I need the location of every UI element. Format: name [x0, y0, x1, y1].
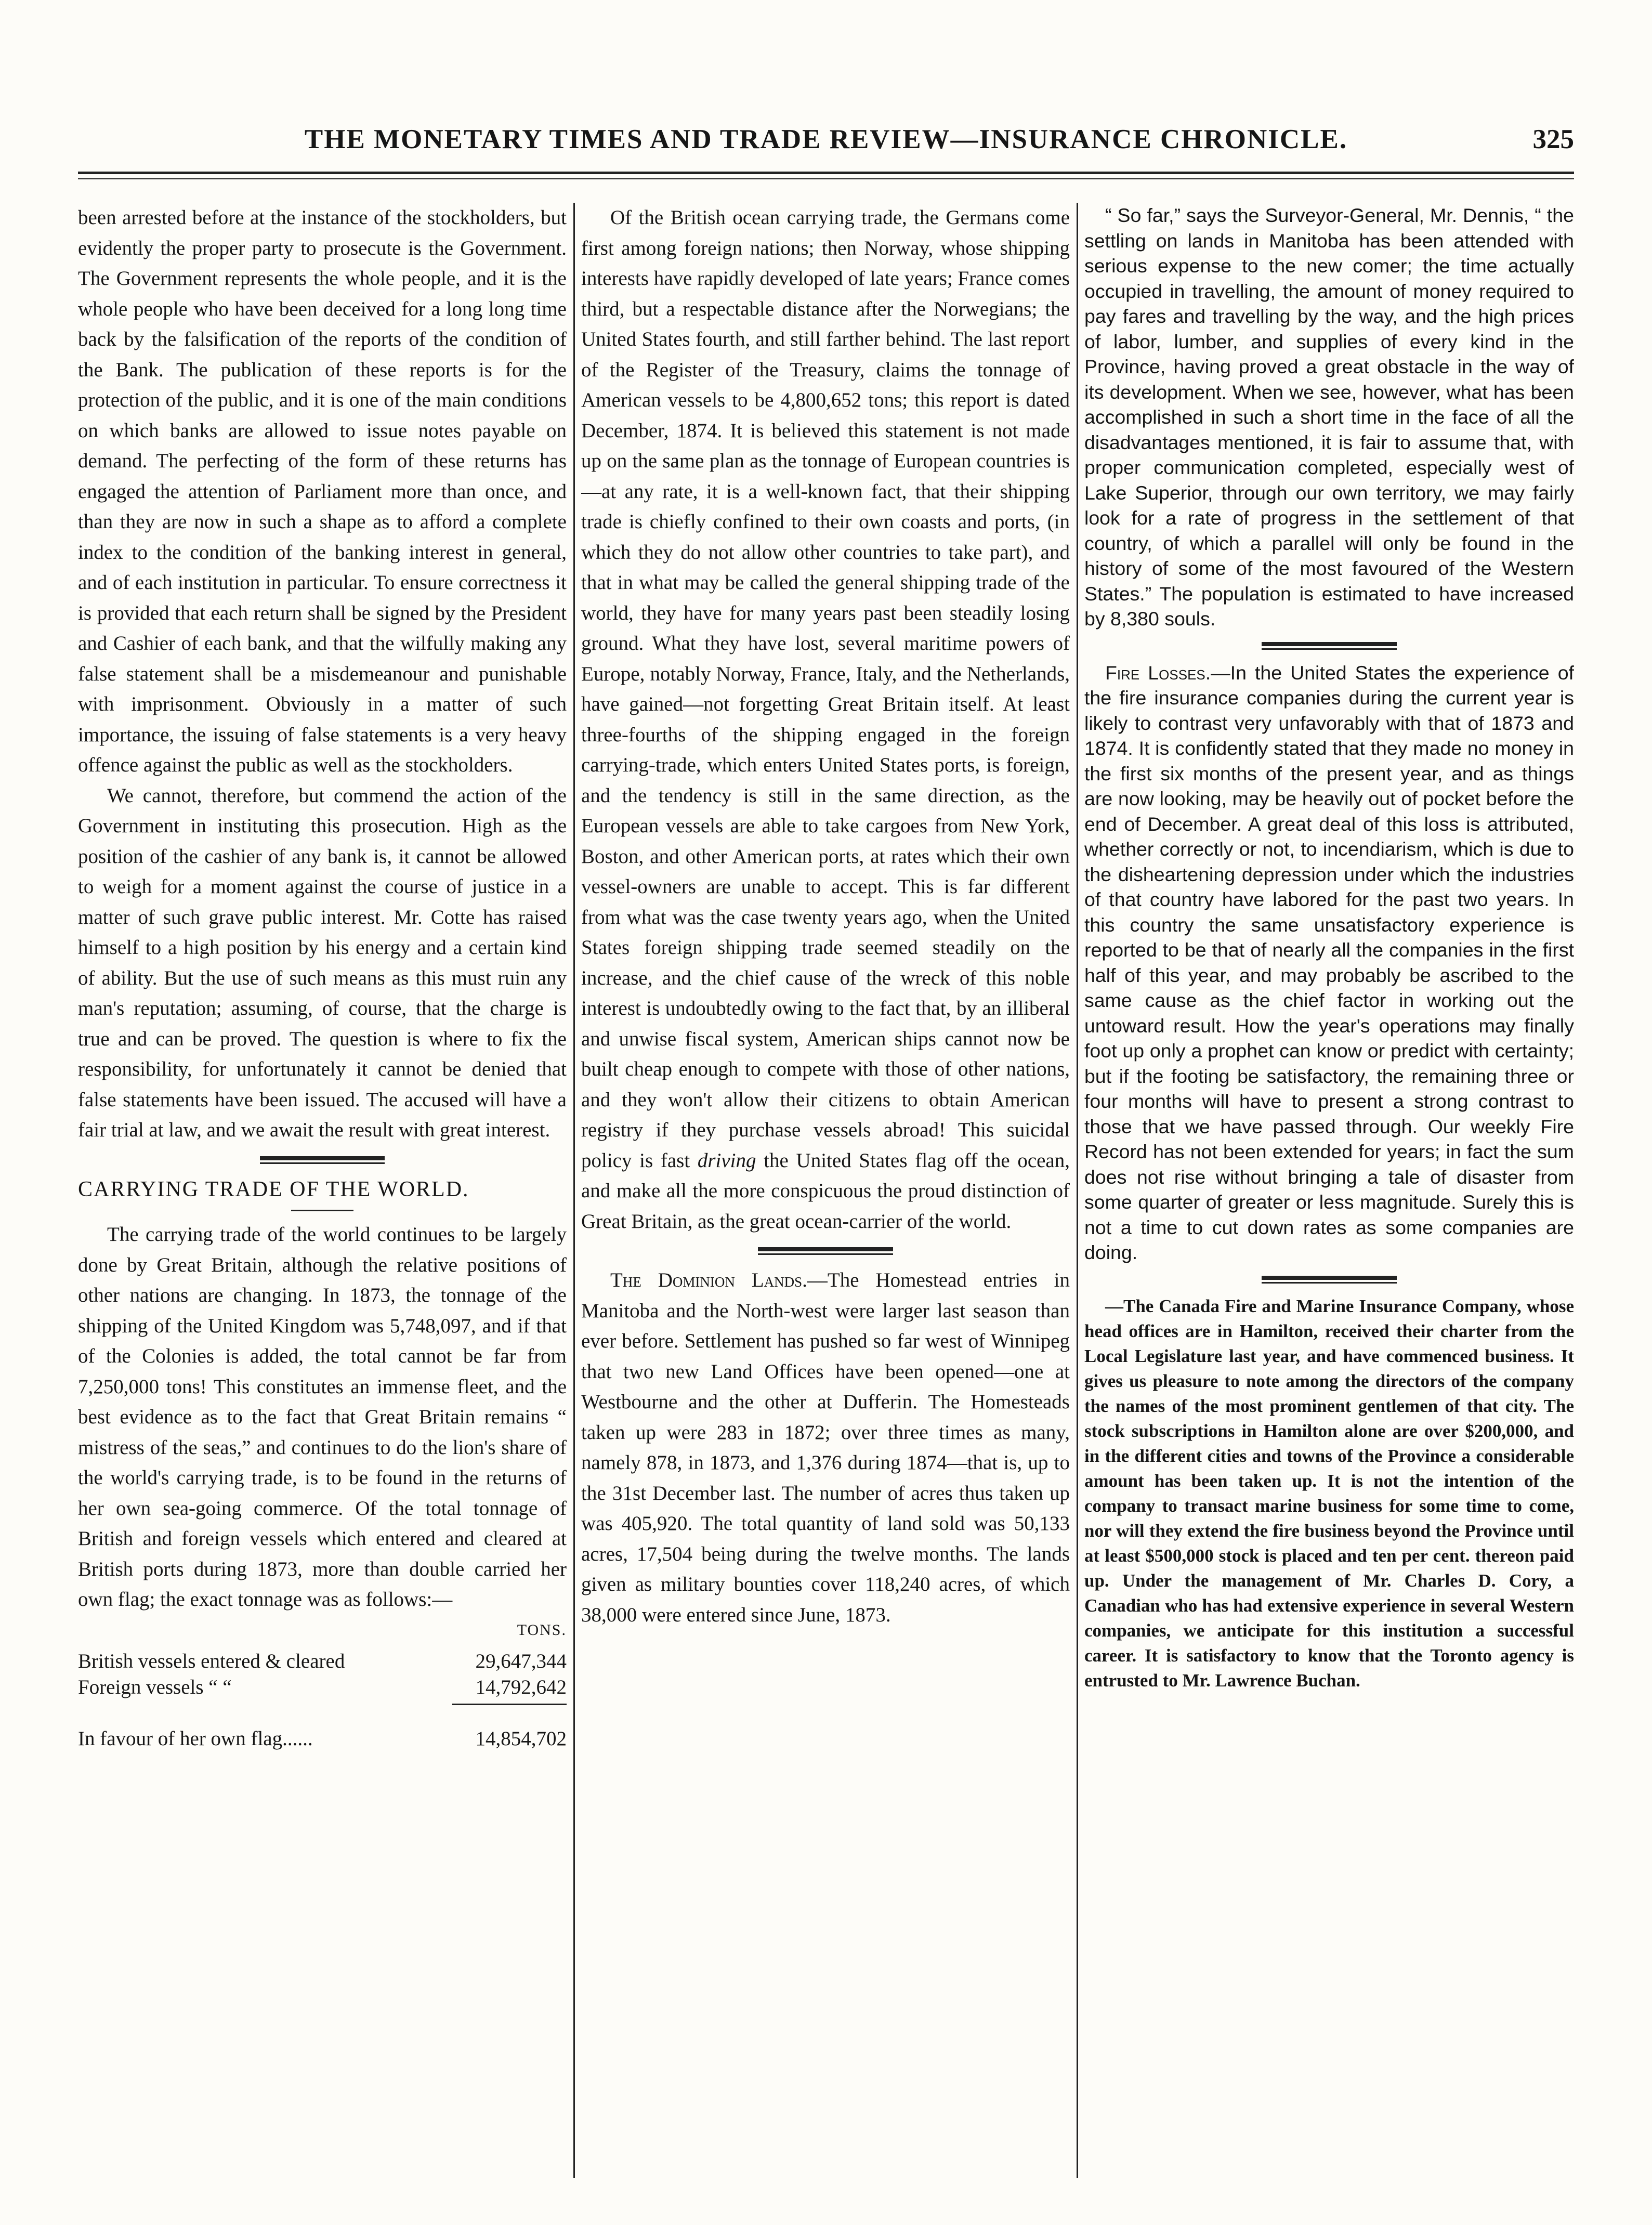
fire-losses-text: —In the United States the experience of the fire insurance companies during the current year is likely to contrast very unfavorably with that of 1873 and 1874. It is confidently stated that they made no money in the first six months of the present year, and as things are now looking, may be heavily out of pocket before the end of December. A great deal of this loss is attributed, whether correctly or not, to incendiarism, which is due to the disheartening depression under which the industries of that country have labored for the past two years. In this country the same unsatisfactory experience is reported to be that of nearly all the companies in the first half of this year, and may probably be ascribed to the same cause as the chief factor in working out the untoward result. How the year's operations may finally foot up only a prophet can know or predict with certainty; but if the footing be satisfactory, the remaining three or four months will have to present a strong contrast to those that we have passed through. Our weekly Fire Record has not been extended for years; in fact the sum does not rise without bringing a tale of disaster from some quarter of greater or less magnitude. Surely this is not a time to cut down rates as some companies are doing. [1084, 661, 1574, 1263]
favour-total-row [78, 1724, 567, 1755]
table-row [78, 1648, 567, 1674]
column-divider-1 [573, 203, 575, 2178]
favour-label: In favour of her own flag...... [78, 1727, 313, 1750]
heading-underline [291, 1210, 353, 1211]
dominion-lands-lead: The Dominion Lands. [610, 1269, 807, 1291]
fire-losses-block [1084, 660, 1574, 1265]
fire-losses-lead: Fire Losses. [1105, 661, 1211, 684]
emphasis-word: driving [697, 1149, 756, 1172]
carrying-trade-heading: CARRYING TRADE OF THE WORLD. [78, 1177, 469, 1201]
tons-column-header: TONS. [517, 1621, 567, 1639]
dominion-lands-para [581, 1265, 1070, 1630]
bank-article-para-1: been arrested before at the instance of the stockholders, but evidently the proper party to prosecute is the Government. The Government represents the whole people, and it is the whole people who have been deceived for a long long time back by the falsification of the reports of the condition of the Bank. The publication of these reports is for the protection of the public, and it is one of the main conditions on which banks are allowed to issue notes payable on demand. The perfecting of the form of these returns has engaged the attention of Parliament more than once, and than they are now in such a shape as to afford a complete index to the condition of the banking interest in general, and of each institution in particular. To ensure correctness it is provided that each return shall be signed by the President and Cashier of each bank, and that the wilfully making any false statement shall be a misdemeanour and punishable with imprisonment. Obviously in a matter of such importance, the issuing of false statements is a very heavy offence against the public as well as the stockholders. [78, 206, 567, 776]
canada-fire-block [1084, 1294, 1574, 1693]
header-rule-thin [78, 178, 1574, 179]
section-separator [1262, 1276, 1397, 1284]
favour-value: 14,854,702 [475, 1727, 567, 1750]
canada-fire-para: —The Canada Fire and Marine Insurance Company, whose head offices are in Hamilton, received their charter from the Local Legislature last year, and have commenced business. It gives us pleasure to note among the directors of the company the names of the most prominent gentlemen of that city. The stock subscriptions in Hamilton alone are over $200,000, and in the different cities and towns of the Province a considerable amount has been taken up. It is not the intention of the company to transact marine business for some time to come, nor will they extend the fire business beyond the Province until at least $500,000 stock is placed and ten per cent. thereon paid up. Under the management of Mr. Charles D. Cory, a Canadian who has had extensive experience in several Western companies, we anticipate for this institution a successful career. It is satisfactory to know that the Toronto agency is entrusted to Mr. Lawrence Buchan. [1084, 1295, 1574, 1691]
tonnage-value: 29,647,344 [475, 1650, 567, 1672]
shipping-text-a: Of the British ocean carrying trade, the Germans come first among foreign nations; then Norway, whose shipping interests have rapidly developed of late years; France comes third, but a respectable distance after the Norwegians; the United States fourth, and still farther behind. The last report of the Register of the Treasury, claims the tonnage of American vessels to be 4,800,652 tons; this report is dated December, 1874. It is believed this statement is not made up on the same plan as the tonnage of European countries is—at any rate, it is a well-known fact, that their shipping trade is chiefly confined to their own coasts and ports, (in which they do not allow other countries to take part), and that in what may be called the general shipping trade of the world, they have for many years past been steadily losing ground. What they have lost, several maritime powers of Europe, notably Norway, France, Italy, and the Netherlands, have gained—not forgetting Great Britain itself. At least three-fourths of the shipping engaged in the foreign carrying-trade, which enters United States ports, is foreign, and the tendency is still in the same direction, as the European vessels are able to take cargoes from New York, Boston, and other American ports, at rates which their own vessel-owners are unable to accept. This is far different from what was the case twenty years ago, when the United States foreign shipping trade seemed steadily on the increase, and the chief cause of the wreck of this noble interest is undoubtedly owing to the fact that, by an illiberal and unwise fiscal system, American ships cannot now be built cheap enough to compete with those of other nations, and they won't allow their citizens to obtain American registry if they purchase vessels abroad! This suicidal policy is fast [581, 206, 1070, 1172]
fire-losses-para [1084, 660, 1574, 1265]
section-separator [260, 1156, 385, 1164]
section-separator [1262, 642, 1397, 650]
tonnage-table [78, 1648, 567, 1700]
page-header [78, 124, 1574, 160]
tonnage-label: British vessels entered & cleared [78, 1650, 345, 1672]
dominion-lands-text: —The Homestead entries in Manitoba and the North-west were larger last season than ever before. Settlement has pushed so far west of Winnipeg that two new Land Offices have been opened—one at Westbourne and the other at Dufferin. The Homesteads taken up were 283 in 1872; over three times as many, namely 878, in 1873, and 1,376 during 1874—that is, up to the 31st December last. The number of acres thus taken up was 405,920. The total quantity of land sold was 50,133 acres, 17,504 being during the twelve months. The lands given as military bounties cover 118,240 acres, of which 38,000 were entered since June, 1873. [581, 1269, 1070, 1626]
sum-rule [452, 1704, 567, 1705]
carrying-trade-para: The carrying trade of the world continues to be largely done by Great Britain, although the relative positions of other nations are changing. In 1873, the tonnage of the shipping of the United Kingdom was 5,748,097, and if that of the Colonies is added, the total cannot be far from 7,250,000 tons! This constitutes an immense fleet, and the best evidence as to the fact that Great Britain remains “ mistress of the seas,” and continues to do the lion's share of the world's carrying trade, is to be found in the returns of her own sea-going commerce. Of the total tonnage of British and foreign vessels which entered and cleared at British ports during 1873, more than double carried her own flag; the exact tonnage was as follows:— [78, 1223, 567, 1611]
surveyor-quote-para: “ So far,” says the Surveyor-General, Mr. Dennis, “ the settling on lands in Manitoba has been attended with serious expense to the new comer; the time actually occupied in travelling, the amount of money required to pay fares and travelling by the way, and the high prices of labor, lumber, and supplies of every kind in the Province, having proved a great obstacle in the way of its development. When we see, however, what has been accomplished in such a short time in the face of all the disadvantages mentioned, it is fair to assume that, with proper communication completed, especially west of Lake Superior, through our own territory, we may fairly look for a rate of progress in the settlement of that country, of which a parallel will only be found in the history of some of the most favoured of the Western States.” The population is estimated to have increased by 8,380 souls. [1084, 204, 1574, 630]
header-rule-thick [78, 172, 1574, 174]
masthead-title: THE MONETARY TIMES AND TRADE REVIEW—INSURANCE CHRONICLE. [304, 124, 1348, 154]
shipping-article-para [581, 203, 1070, 1237]
page-number: 325 [1532, 124, 1574, 154]
section-separator [758, 1247, 893, 1255]
column-divider-2 [1077, 203, 1078, 2178]
column-right [1084, 203, 1574, 2194]
tonnage-label: Foreign vessels “ “ [78, 1676, 232, 1698]
tonnage-value: 14,792,642 [475, 1676, 567, 1698]
surveyor-quote-block [1084, 203, 1574, 632]
column-middle [581, 203, 1070, 2194]
bank-article-para-2: We cannot, therefore, but commend the action of the Government in instituting this prosecution. High as the position of the cashier of any bank is, it cannot be allowed to weigh for a moment against the course of justice in a matter of such grave public interest. Mr. Cotte has raised himself to a high position by his energy and a certain kind of ability. But the use of such means as this must ruin any man's reputation; assuming, of course, that the charge is true and can be proved. The question is where to fix the responsibility, for unfortunately it cannot be denied that false statements have been issued. The accused will have a fair trial at law, and we await the result with great interest. [78, 784, 567, 1141]
table-row [78, 1674, 567, 1700]
column-left [78, 203, 567, 2194]
shipping-text-b: the United States flag off the ocean, and make all the more conspicuous the proud distinction of Great Britain, as the great ocean-carrier of the world. [581, 1149, 1070, 1233]
